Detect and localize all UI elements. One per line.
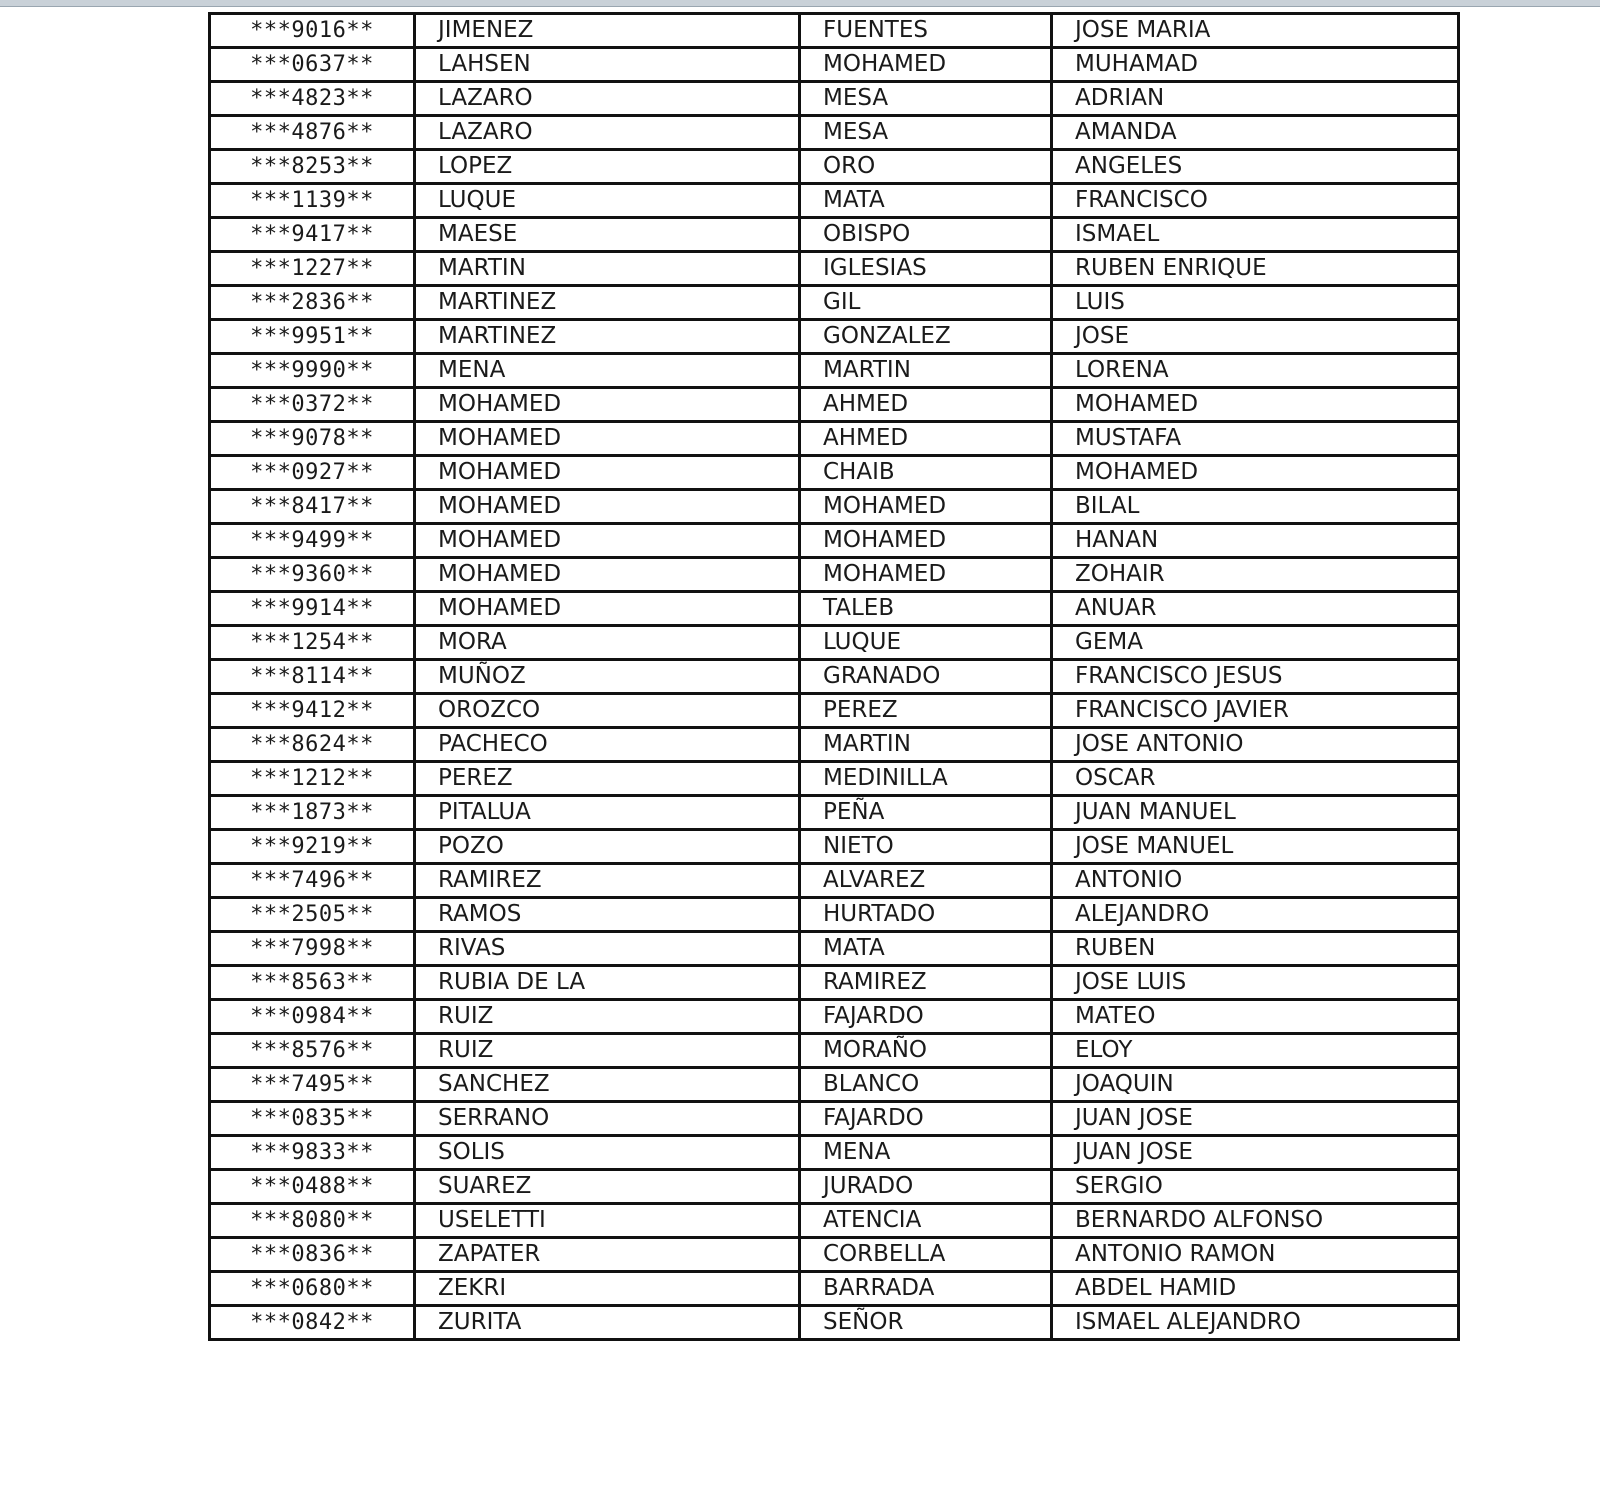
cell-id: ***8080** <box>210 1204 415 1238</box>
cell-given-name: AMANDA <box>1052 116 1459 150</box>
cell-second-surname: FUENTES <box>800 14 1052 48</box>
cell-id: ***1139** <box>210 184 415 218</box>
cell-given-name: ANUAR <box>1052 592 1459 626</box>
cell-id: ***8417** <box>210 490 415 524</box>
cell-first-surname: MOHAMED <box>415 524 800 558</box>
cell-given-name: MUHAMAD <box>1052 48 1459 82</box>
cell-first-surname: OROZCO <box>415 694 800 728</box>
cell-second-surname: BLANCO <box>800 1068 1052 1102</box>
cell-id: ***9914** <box>210 592 415 626</box>
cell-given-name: LORENA <box>1052 354 1459 388</box>
cell-first-surname: MENA <box>415 354 800 388</box>
cell-first-surname: SERRANO <box>415 1102 800 1136</box>
cell-first-surname: LOPEZ <box>415 150 800 184</box>
cell-id: ***8576** <box>210 1034 415 1068</box>
cell-first-surname: MORA <box>415 626 800 660</box>
cell-id: ***8563** <box>210 966 415 1000</box>
cell-second-surname: CHAIB <box>800 456 1052 490</box>
cell-second-surname: MARTIN <box>800 354 1052 388</box>
table-row <box>210 728 1459 762</box>
cell-second-surname: FAJARDO <box>800 1102 1052 1136</box>
cell-second-surname: MENA <box>800 1136 1052 1170</box>
table-row <box>210 966 1459 1000</box>
cell-given-name: JOSE MARIA <box>1052 14 1459 48</box>
table-row <box>210 252 1459 286</box>
cell-given-name: BERNARDO ALFONSO <box>1052 1204 1459 1238</box>
cell-given-name: ADRIAN <box>1052 82 1459 116</box>
cell-second-surname: ALVAREZ <box>800 864 1052 898</box>
table-row <box>210 558 1459 592</box>
cell-id: ***7495** <box>210 1068 415 1102</box>
cell-second-surname: ORO <box>800 150 1052 184</box>
cell-given-name: ISMAEL ALEJANDRO <box>1052 1306 1459 1340</box>
cell-second-surname: MOHAMED <box>800 558 1052 592</box>
cell-id: ***2505** <box>210 898 415 932</box>
table-row <box>210 150 1459 184</box>
cell-first-surname: MARTIN <box>415 252 800 286</box>
cell-given-name: MOHAMED <box>1052 456 1459 490</box>
table-row <box>210 626 1459 660</box>
cell-given-name: FRANCISCO <box>1052 184 1459 218</box>
cell-first-surname: PITALUA <box>415 796 800 830</box>
cell-id: ***9417** <box>210 218 415 252</box>
table-row <box>210 592 1459 626</box>
cell-second-surname: OBISPO <box>800 218 1052 252</box>
table-row <box>210 82 1459 116</box>
cell-second-surname: GONZALEZ <box>800 320 1052 354</box>
cell-id: ***9016** <box>210 14 415 48</box>
table-row <box>210 48 1459 82</box>
cell-given-name: JOSE MANUEL <box>1052 830 1459 864</box>
cell-first-surname: LUQUE <box>415 184 800 218</box>
table-row <box>210 1034 1459 1068</box>
table-row <box>210 1102 1459 1136</box>
cell-id: ***9990** <box>210 354 415 388</box>
cell-given-name: RUBEN ENRIQUE <box>1052 252 1459 286</box>
cell-given-name: JUAN JOSE <box>1052 1102 1459 1136</box>
cell-first-surname: ZEKRI <box>415 1272 800 1306</box>
cell-first-surname: MOHAMED <box>415 490 800 524</box>
cell-first-surname: ZURITA <box>415 1306 800 1340</box>
cell-given-name: JOSE LUIS <box>1052 966 1459 1000</box>
cell-given-name: JOSE ANTONIO <box>1052 728 1459 762</box>
cell-given-name: HANAN <box>1052 524 1459 558</box>
cell-given-name: GEMA <box>1052 626 1459 660</box>
cell-given-name: JUAN MANUEL <box>1052 796 1459 830</box>
cell-given-name: JOAQUIN <box>1052 1068 1459 1102</box>
cell-first-surname: SANCHEZ <box>415 1068 800 1102</box>
cell-second-surname: IGLESIAS <box>800 252 1052 286</box>
cell-first-surname: MOHAMED <box>415 456 800 490</box>
table-row <box>210 932 1459 966</box>
cell-first-surname: JIMENEZ <box>415 14 800 48</box>
cell-id: ***0927** <box>210 456 415 490</box>
cell-first-surname: LAHSEN <box>415 48 800 82</box>
cell-first-surname: MUÑOZ <box>415 660 800 694</box>
cell-first-surname: RUIZ <box>415 1000 800 1034</box>
cell-id: ***1873** <box>210 796 415 830</box>
cell-second-surname: RAMIREZ <box>800 966 1052 1000</box>
table-row <box>210 286 1459 320</box>
cell-id: ***4876** <box>210 116 415 150</box>
cell-id: ***1227** <box>210 252 415 286</box>
cell-given-name: JUAN JOSE <box>1052 1136 1459 1170</box>
cell-id: ***1254** <box>210 626 415 660</box>
cell-id: ***0835** <box>210 1102 415 1136</box>
cell-id: ***1212** <box>210 762 415 796</box>
cell-second-surname: NIETO <box>800 830 1052 864</box>
cell-first-surname: RUBIA DE LA <box>415 966 800 1000</box>
cell-first-surname: PACHECO <box>415 728 800 762</box>
table-row <box>210 490 1459 524</box>
cell-second-surname: GRANADO <box>800 660 1052 694</box>
cell-first-surname: USELETTI <box>415 1204 800 1238</box>
cell-given-name: ANGELES <box>1052 150 1459 184</box>
table-row <box>210 354 1459 388</box>
table-row <box>210 762 1459 796</box>
cell-id: ***9412** <box>210 694 415 728</box>
table-row <box>210 14 1459 48</box>
table-body <box>210 14 1459 1340</box>
cell-second-surname: GIL <box>800 286 1052 320</box>
table-row <box>210 456 1459 490</box>
table-row <box>210 864 1459 898</box>
cell-second-surname: AHMED <box>800 388 1052 422</box>
cell-id: ***9951** <box>210 320 415 354</box>
cell-second-surname: MESA <box>800 82 1052 116</box>
cell-first-surname: RIVAS <box>415 932 800 966</box>
cell-second-surname: MATA <box>800 932 1052 966</box>
cell-given-name: ELOY <box>1052 1034 1459 1068</box>
cell-second-surname: MEDINILLA <box>800 762 1052 796</box>
table-row <box>210 796 1459 830</box>
cell-second-surname: JURADO <box>800 1170 1052 1204</box>
table-row <box>210 898 1459 932</box>
cell-given-name: SERGIO <box>1052 1170 1459 1204</box>
cell-second-surname: LUQUE <box>800 626 1052 660</box>
cell-second-surname: MESA <box>800 116 1052 150</box>
viewer-top-edge <box>0 0 1600 7</box>
cell-second-surname: PEÑA <box>800 796 1052 830</box>
cell-id: ***8114** <box>210 660 415 694</box>
cell-given-name: ANTONIO <box>1052 864 1459 898</box>
cell-given-name: OSCAR <box>1052 762 1459 796</box>
cell-second-surname: BARRADA <box>800 1272 1052 1306</box>
cell-given-name: ALEJANDRO <box>1052 898 1459 932</box>
cell-id: ***0637** <box>210 48 415 82</box>
cell-second-surname: MORAÑO <box>800 1034 1052 1068</box>
cell-second-surname: MATA <box>800 184 1052 218</box>
table-row <box>210 218 1459 252</box>
table-row <box>210 1136 1459 1170</box>
cell-given-name: MOHAMED <box>1052 388 1459 422</box>
cell-second-surname: SEÑOR <box>800 1306 1052 1340</box>
cell-given-name: JOSE <box>1052 320 1459 354</box>
cell-given-name: BILAL <box>1052 490 1459 524</box>
table-row <box>210 524 1459 558</box>
table-row <box>210 660 1459 694</box>
cell-second-surname: MOHAMED <box>800 490 1052 524</box>
cell-given-name: ZOHAIR <box>1052 558 1459 592</box>
cell-id: ***0488** <box>210 1170 415 1204</box>
cell-first-surname: MARTINEZ <box>415 286 800 320</box>
cell-first-surname: RAMIREZ <box>415 864 800 898</box>
cell-second-surname: MOHAMED <box>800 48 1052 82</box>
cell-id: ***9833** <box>210 1136 415 1170</box>
cell-id: ***0836** <box>210 1238 415 1272</box>
table-row <box>210 320 1459 354</box>
cell-id: ***4823** <box>210 82 415 116</box>
cell-first-surname: MAESE <box>415 218 800 252</box>
table-row <box>210 694 1459 728</box>
table-row <box>210 116 1459 150</box>
cell-first-surname: ZAPATER <box>415 1238 800 1272</box>
cell-first-surname: LAZARO <box>415 116 800 150</box>
table-row <box>210 184 1459 218</box>
cell-second-surname: HURTADO <box>800 898 1052 932</box>
cell-given-name: LUIS <box>1052 286 1459 320</box>
cell-second-surname: TALEB <box>800 592 1052 626</box>
cell-first-surname: SUAREZ <box>415 1170 800 1204</box>
table-row <box>210 1170 1459 1204</box>
cell-id: ***7496** <box>210 864 415 898</box>
cell-first-surname: RAMOS <box>415 898 800 932</box>
cell-id: ***9078** <box>210 422 415 456</box>
cell-given-name: ISMAEL <box>1052 218 1459 252</box>
cell-id: ***9360** <box>210 558 415 592</box>
table-row <box>210 1306 1459 1340</box>
cell-second-surname: MOHAMED <box>800 524 1052 558</box>
table-row <box>210 1000 1459 1034</box>
cell-id: ***0680** <box>210 1272 415 1306</box>
cell-id: ***8624** <box>210 728 415 762</box>
cell-given-name: ABDEL HAMID <box>1052 1272 1459 1306</box>
cell-id: ***7998** <box>210 932 415 966</box>
cell-first-surname: MOHAMED <box>415 422 800 456</box>
table-row <box>210 1238 1459 1272</box>
names-table <box>208 12 1460 1341</box>
cell-second-surname: ATENCIA <box>800 1204 1052 1238</box>
cell-second-surname: PEREZ <box>800 694 1052 728</box>
cell-given-name: MUSTAFA <box>1052 422 1459 456</box>
table-row <box>210 1272 1459 1306</box>
cell-first-surname: RUIZ <box>415 1034 800 1068</box>
cell-first-surname: POZO <box>415 830 800 864</box>
cell-first-surname: PEREZ <box>415 762 800 796</box>
cell-first-surname: MOHAMED <box>415 388 800 422</box>
cell-given-name: ANTONIO RAMON <box>1052 1238 1459 1272</box>
cell-id: ***9499** <box>210 524 415 558</box>
cell-first-surname: MOHAMED <box>415 558 800 592</box>
cell-id: ***2836** <box>210 286 415 320</box>
table-row <box>210 1068 1459 1102</box>
cell-given-name: MATEO <box>1052 1000 1459 1034</box>
cell-id: ***9219** <box>210 830 415 864</box>
cell-first-surname: SOLIS <box>415 1136 800 1170</box>
cell-given-name: FRANCISCO JESUS <box>1052 660 1459 694</box>
cell-second-surname: MARTIN <box>800 728 1052 762</box>
table-row <box>210 422 1459 456</box>
cell-id: ***0372** <box>210 388 415 422</box>
cell-id: ***0984** <box>210 1000 415 1034</box>
cell-given-name: RUBEN <box>1052 932 1459 966</box>
table-row <box>210 830 1459 864</box>
cell-given-name: FRANCISCO JAVIER <box>1052 694 1459 728</box>
cell-first-surname: MARTINEZ <box>415 320 800 354</box>
table-row <box>210 1204 1459 1238</box>
cell-second-surname: FAJARDO <box>800 1000 1052 1034</box>
table-row <box>210 388 1459 422</box>
cell-second-surname: AHMED <box>800 422 1052 456</box>
cell-first-surname: LAZARO <box>415 82 800 116</box>
cell-id: ***8253** <box>210 150 415 184</box>
cell-second-surname: CORBELLA <box>800 1238 1052 1272</box>
cell-id: ***0842** <box>210 1306 415 1340</box>
cell-first-surname: MOHAMED <box>415 592 800 626</box>
